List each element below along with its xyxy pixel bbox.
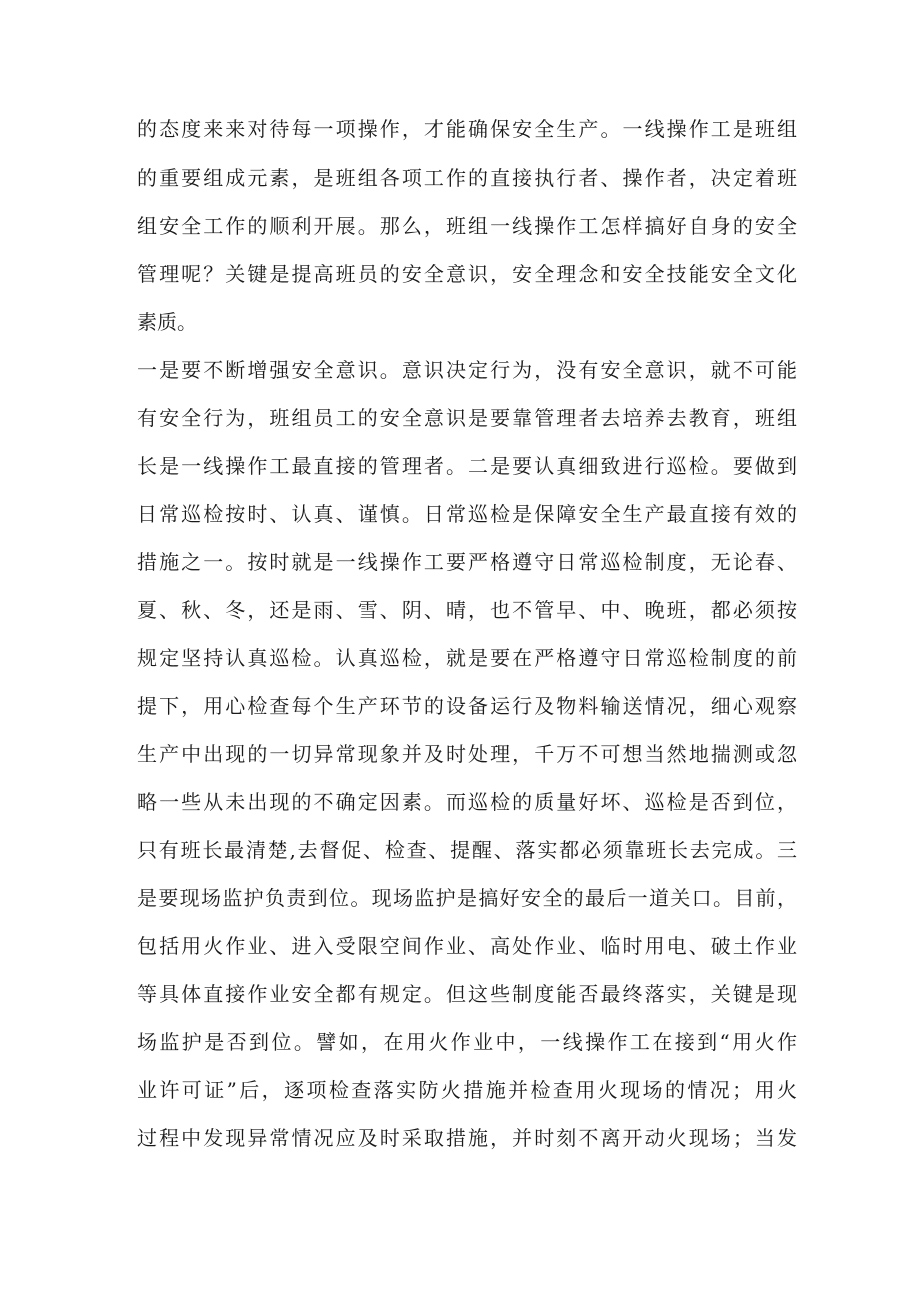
text-line: 组安全工作的顺利开展。那么，班组一线操作工怎样搞好自身的安全 — [137, 214, 797, 238]
text-line: 措施之一。按时就是一线操作工要严格遵守日常巡检制度，无论春、 — [137, 550, 797, 574]
text-line: 生产中出现的一切异常现象并及时处理，千万不可想当然地揣测或忽 — [137, 742, 797, 766]
text-line: 一是要不断增强安全意识。意识决定行为，没有安全意识，就不可能 — [137, 358, 797, 382]
text-line: 场监护是否到位。譬如，在用火作业中，一线操作工在接到“用火作 — [137, 1030, 797, 1054]
text-line: 管理呢？关键是提高班员的安全意识，安全理念和安全技能安全文化 — [137, 262, 797, 286]
text-line: 包括用火作业、进入受限空间作业、高处作业、临时用电、破土作业 — [137, 934, 797, 958]
text-line: 有安全行为，班组员工的安全意识是要靠管理者去培养去教育，班组 — [137, 406, 797, 430]
text-line: 过程中发现异常情况应及时采取措施，并时刻不离开动火现场；当发 — [137, 1126, 797, 1150]
text-line: 的重要组成元素，是班组各项工作的直接执行者、操作者，决定着班 — [137, 166, 797, 190]
text-line: 长是一线操作工最直接的管理者。二是要认真细致进行巡检。要做到 — [137, 454, 797, 478]
text-line: 的态度来来对待每一项操作，才能确保安全生产。一线操作工是班组 — [137, 117, 797, 141]
text-line: 提下，用心检查每个生产环节的设备运行及物料输送情况，细心观察 — [137, 694, 797, 718]
text-line: 等具体直接作业安全都有规定。但这些制度能否最终落实，关键是现 — [137, 982, 797, 1006]
text-line: 只有班长最清楚,去督促、检查、提醒、落实都必须靠班长去完成。三 — [137, 838, 797, 862]
text-line: 夏、秋、冬，还是雨、雪、阴、晴，也不管早、中、晚班，都必须按 — [137, 598, 797, 622]
text-line: 素质。 — [137, 310, 197, 334]
text-line: 日常巡检按时、认真、谨慎。日常巡检是保障安全生产最直接有效的 — [137, 502, 797, 526]
text-line: 略一些从未出现的不确定因素。而巡检的质量好坏、巡检是否到位， — [137, 790, 797, 814]
text-line: 是要现场监护负责到位。现场监护是搞好安全的最后一道关口。目前， — [137, 886, 797, 910]
text-line: 业许可证”后，逐项检查落实防火措施并检查用火现场的情况；用火 — [137, 1078, 797, 1102]
text-line: 规定坚持认真巡检。认真巡检，就是要在严格遵守日常巡检制度的前 — [137, 646, 797, 670]
